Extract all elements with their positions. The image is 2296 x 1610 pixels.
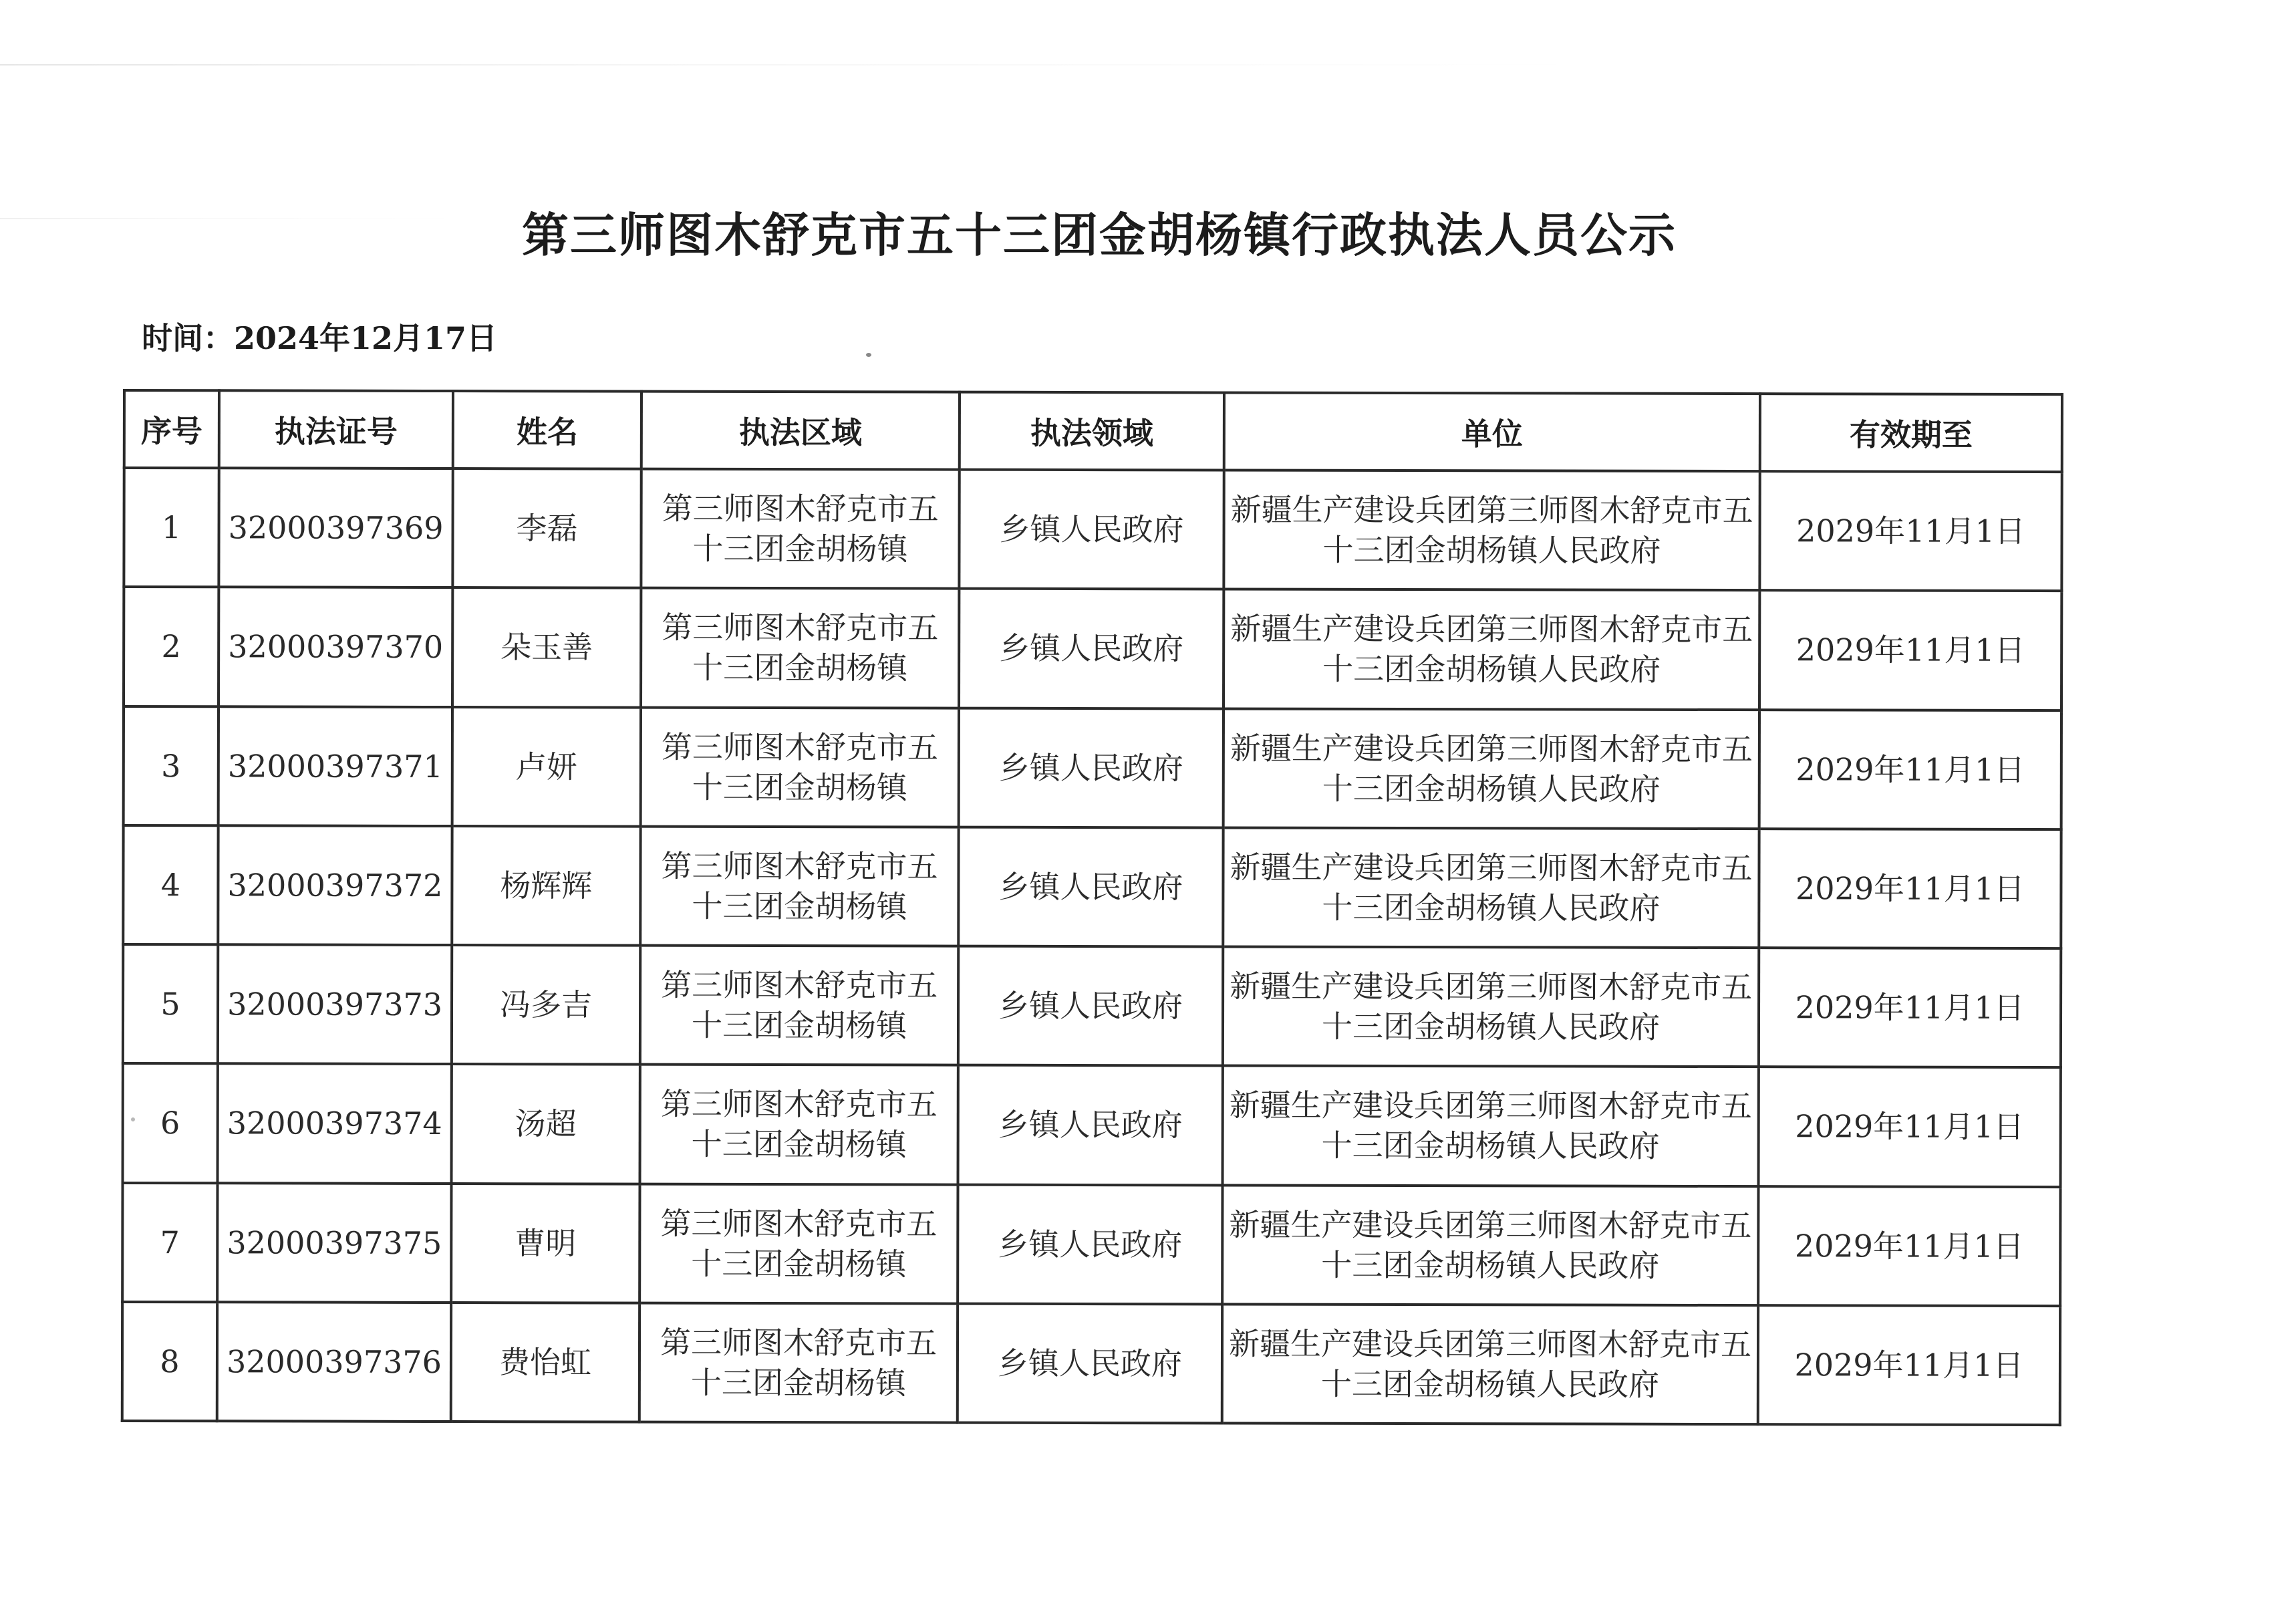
table-row (123, 1063, 2061, 1186)
cell-region: 第三师图木舒克市五十三团金胡杨镇 (639, 1184, 958, 1303)
cell-valid-until: 2029年11月1日 (1759, 710, 2061, 829)
cell-name: 李磊 (452, 468, 641, 588)
cell-name: 朵玉善 (452, 587, 641, 707)
cell-unit: 新疆生产建设兵团第三师图木舒克市五十三团金胡杨镇人民政府 (1223, 827, 1759, 948)
header-unit: 单位 (1224, 392, 1760, 471)
table-row (123, 944, 2061, 1067)
cell-cert-number: 32000397374 (218, 1064, 452, 1184)
cell-valid-until: 2029年11月1日 (1759, 948, 2061, 1067)
cell-valid-until: 2029年11月1日 (1759, 471, 2061, 591)
cell-valid-until: 2029年11月1日 (1758, 1305, 2060, 1425)
header-name: 姓名 (453, 391, 641, 469)
table-header-row (124, 390, 2062, 472)
cell-unit: 新疆生产建设兵团第三师图木舒克市五十三团金胡杨镇人民政府 (1223, 946, 1759, 1067)
cell-field: 乡镇人民政府 (958, 1065, 1223, 1185)
cell-region: 第三师图木舒克市五十三团金胡杨镇 (641, 469, 959, 589)
personnel-table (121, 389, 2063, 1426)
cell-unit: 新疆生产建设兵团第三师图木舒克市五十三团金胡杨镇人民政府 (1224, 470, 1759, 590)
cell-valid-until: 2029年11月1日 (1758, 1186, 2060, 1306)
cell-field: 乡镇人民政府 (958, 1184, 1222, 1304)
cell-name: 冯多吉 (452, 945, 640, 1065)
cell-serial: 1 (124, 468, 219, 587)
cell-region: 第三师图木舒克市五十三团金胡杨镇 (640, 946, 958, 1065)
table-row (124, 587, 2061, 710)
cell-serial: 8 (122, 1302, 217, 1422)
date-label: 时间： (142, 320, 234, 356)
header-region: 执法区域 (641, 392, 960, 470)
scan-speck (866, 353, 871, 357)
cell-region: 第三师图木舒克市五十三团金胡杨镇 (639, 1303, 958, 1422)
cell-cert-number: 32000397376 (217, 1302, 451, 1422)
cell-unit: 新疆生产建设兵团第三师图木舒克市五十三团金胡杨镇人民政府 (1224, 708, 1759, 829)
cell-unit: 新疆生产建设兵团第三师图木舒克市五十三团金胡杨镇人民政府 (1222, 1304, 1758, 1424)
header-field: 执法领域 (960, 392, 1224, 471)
cell-cert-number: 32000397370 (219, 587, 452, 707)
cell-region: 第三师图木舒克市五十三团金胡杨镇 (641, 588, 959, 708)
cell-name: 杨辉辉 (452, 826, 640, 946)
cell-region: 第三师图木舒克市五十三团金胡杨镇 (640, 826, 958, 946)
cell-region: 第三师图木舒克市五十三团金胡杨镇 (641, 707, 959, 827)
cell-field: 乡镇人民政府 (958, 1303, 1222, 1423)
cell-valid-until: 2029年11月1日 (1759, 1067, 2061, 1186)
cell-unit: 新疆生产建设兵团第三师图木舒克市五十三团金胡杨镇人民政府 (1222, 1185, 1758, 1305)
cell-serial: 5 (123, 944, 218, 1064)
table-row (122, 1183, 2060, 1306)
cell-cert-number: 32000397369 (219, 468, 452, 587)
cell-field: 乡镇人民政府 (958, 946, 1223, 1066)
cell-serial: 4 (123, 825, 218, 945)
header-serial: 序号 (124, 390, 219, 468)
cell-name: 费怡虹 (451, 1303, 639, 1422)
header-valid-until: 有效期至 (1760, 394, 2062, 472)
cell-unit: 新疆生产建设兵团第三师图木舒克市五十三团金胡杨镇人民政府 (1223, 1066, 1759, 1186)
cell-cert-number: 32000397371 (219, 706, 452, 826)
cell-field: 乡镇人民政府 (959, 589, 1224, 708)
cell-cert-number: 32000397375 (217, 1183, 451, 1303)
cell-cert-number: 32000397372 (218, 825, 452, 945)
cell-field: 乡镇人民政府 (959, 470, 1224, 589)
cell-cert-number: 32000397373 (218, 944, 452, 1064)
cell-field: 乡镇人民政府 (959, 708, 1224, 827)
cell-name: 卢妍 (452, 707, 641, 827)
cell-region: 第三师图木舒克市五十三团金胡杨镇 (640, 1065, 958, 1184)
cell-name: 汤超 (452, 1064, 640, 1184)
scan-artifact-top (0, 64, 1604, 65)
cell-serial: 3 (124, 706, 219, 826)
cell-valid-until: 2029年11月1日 (1759, 590, 2061, 710)
date-value: 2024年12月17日 (234, 320, 498, 356)
table-row (123, 825, 2061, 948)
table-row (124, 468, 2061, 591)
cell-valid-until: 2029年11月1日 (1759, 829, 2061, 948)
header-cert-number: 执法证号 (219, 390, 453, 468)
cell-unit: 新疆生产建设兵团第三师图木舒克市五十三团金胡杨镇人民政府 (1224, 589, 1759, 710)
table-row (124, 706, 2061, 829)
cell-serial: 2 (124, 587, 219, 706)
cell-serial: 6 (123, 1063, 218, 1183)
table-row (122, 1302, 2060, 1425)
publish-date (142, 314, 497, 358)
cell-serial: 7 (122, 1183, 217, 1303)
cell-field: 乡镇人民政府 (958, 827, 1223, 946)
cell-name: 曹明 (451, 1184, 639, 1303)
page-title: 第三师图木舒克市五十三团金胡杨镇行政执法人员公示 (522, 207, 1677, 263)
